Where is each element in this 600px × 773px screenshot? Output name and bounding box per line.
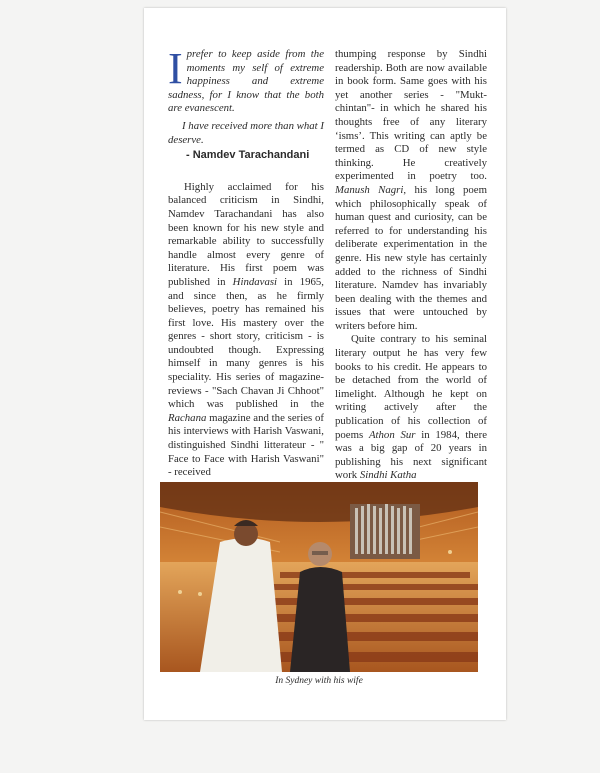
- italic-title: Sindhi Katha: [359, 469, 417, 482]
- photo-illustration: [160, 482, 478, 672]
- sydney-opera-house-photo: [160, 482, 478, 672]
- drop-cap: I: [168, 44, 183, 93]
- book-page: [144, 8, 506, 720]
- italic-title: Rachana: [168, 411, 207, 424]
- italic-title: Hindavasi: [232, 275, 278, 288]
- photo-caption: In Sydney with his wife: [275, 676, 363, 686]
- text-run: in 1984, there was a big gap of 20 years in publishing his next significant work: [335, 428, 487, 482]
- text-run: Quite contrary to his seminal literary output he has very few books to his credit. He appears to be detached from the world of limelight. Although he kept on writing actively after the publication of his collection of poems: [335, 333, 487, 441]
- italic-title: Athon Sur: [368, 428, 416, 441]
- text-run: , his long poem which philosophically speak of human quest and curiosity, can be referred to for understanding his deliberate experimentation in the genre. His new style has certainly added to the richness of Sindhi literature. Namdev has invariably been dealing with the themes and issues that were untouched by writers before him.: [335, 183, 487, 332]
- text-run: thumping response by Sindhi readership. Both are now available in book form. Same goes with his yet another series - "Mukt-chintan"- in which he shared his thoughts free of any literary ‘isms’. This writing can aptly be termed as CD of new style thinking. He creatively experimented in poetry too.: [335, 48, 487, 183]
- epigraph-quote-2: I have received more than what I deserve.: [168, 119, 324, 146]
- text-run: in 1965, and since then, as he firmly believes, poetry has remained his first love. His mastery over the genres - short story, criticism - is undoubted though. Expressing himself in many genres is his speciality. His series of magazine-reviews - "Sach Chavan Ji Chhoot" which was published in the: [168, 275, 324, 411]
- right-paragraph-1: [335, 48, 487, 333]
- right-column: [335, 48, 487, 483]
- text-run: Highly acclaimed for his balanced criticism in Sindhi, Namdev Tarachandani has also been known for his new style and remarkable ability to successfully handle almost every genre of literature. His first poem was published in: [168, 180, 324, 288]
- left-column: [168, 44, 324, 480]
- left-paragraph: [168, 181, 324, 480]
- text-run: magazine and the series of his interviews with Harish Vaswani, distinguished Sindhi litterateur - " Face to Face with Harish Vaswani" - received: [168, 411, 324, 479]
- epigraph-quote: [168, 44, 324, 116]
- right-paragraph-2: [335, 333, 487, 483]
- italic-title: Manush Nagri: [335, 183, 404, 196]
- epigraph-text: prefer to keep aside from the moments my self of extreme happiness and extreme sadness, for I know that the both are evanescent.: [168, 48, 324, 115]
- quote-author: - Namdev Tarachandani: [186, 149, 310, 162]
